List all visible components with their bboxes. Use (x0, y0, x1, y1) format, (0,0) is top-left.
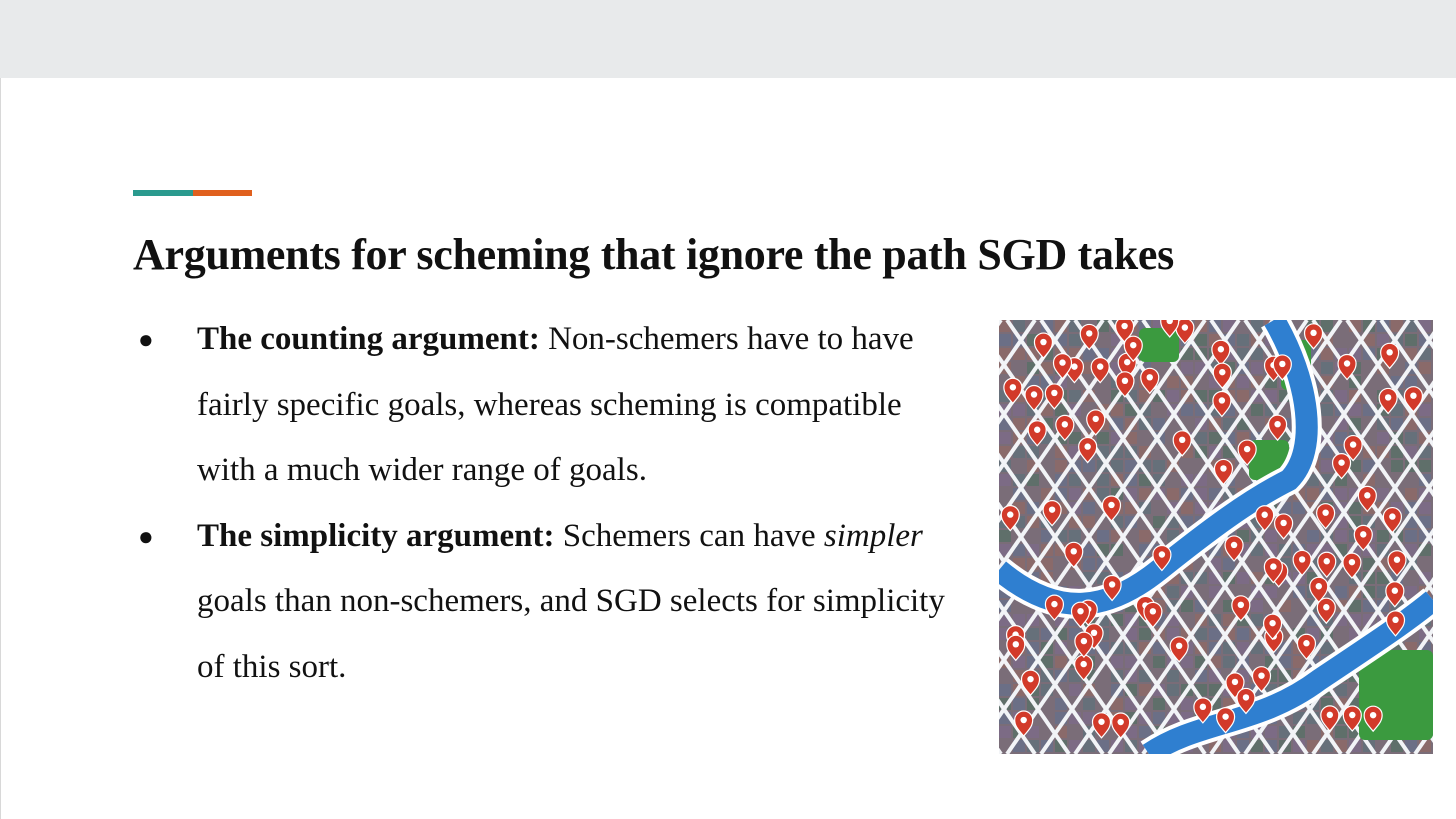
map-block (1153, 698, 1165, 710)
map-pin-dot (1130, 342, 1136, 348)
map-block (1237, 376, 1249, 388)
map-block (999, 670, 1011, 682)
map-pin-dot (1386, 349, 1392, 355)
map-pin-dot (1269, 620, 1275, 626)
map-pin-dot (1007, 511, 1013, 517)
map-block (1013, 362, 1025, 374)
map-block (1237, 334, 1249, 346)
map-block (999, 488, 1011, 500)
map-pin-dot (1338, 459, 1344, 465)
map-pin-dot (1049, 506, 1055, 512)
map-block (1419, 558, 1431, 570)
map-block (1321, 320, 1333, 332)
map-block (1237, 572, 1249, 584)
map-block (1419, 460, 1431, 472)
map-block (1265, 530, 1277, 542)
map-pin-dot (1010, 384, 1016, 390)
map-pin-dot (1303, 640, 1309, 646)
bullet-dot-icon: ● (138, 325, 154, 354)
map-block (1013, 698, 1025, 710)
map-pin-dot (1324, 558, 1330, 564)
map-pin-dot (1392, 588, 1398, 594)
map-pin-dot (1349, 559, 1355, 565)
map-block (1405, 488, 1417, 500)
map-pin-dot (1349, 712, 1355, 718)
map-block (1153, 460, 1165, 472)
map-block (1083, 698, 1095, 710)
map-block (999, 684, 1011, 696)
map-block (1307, 488, 1319, 500)
map-block (1335, 726, 1347, 738)
map-block (1097, 334, 1109, 346)
map-pin-dot (1232, 679, 1238, 685)
map-pin-dot (1081, 638, 1087, 644)
map-block (1335, 628, 1347, 640)
map-block (1013, 460, 1025, 472)
map-block (1307, 726, 1319, 738)
map-pin-dot (1159, 551, 1165, 557)
map-pin-dot (1279, 361, 1285, 367)
map-pin-dot (1150, 608, 1156, 614)
map-pin-dot (1040, 339, 1046, 345)
map-pin-dot (1031, 391, 1037, 397)
map-pin-dot (1385, 394, 1391, 400)
bullet-lead: The simplicity argument: (197, 517, 555, 554)
city-map-illustration (999, 320, 1433, 754)
bullet-dot-icon: ● (138, 521, 154, 551)
map-block (1419, 502, 1431, 514)
map-block (1027, 628, 1039, 640)
bullet-lead: The counting argument: (197, 321, 540, 357)
map-block (1377, 432, 1389, 444)
map-pin-dot (1020, 717, 1026, 723)
map-block (1307, 530, 1319, 542)
top-band (0, 0, 1456, 78)
slide-title: Arguments for scheming that ignore the path SGD takes (133, 230, 1174, 279)
map-pin-dot (1244, 446, 1250, 452)
map-pin-dot (1220, 465, 1226, 471)
map-block (1293, 656, 1305, 668)
map-pin-dot (1176, 643, 1182, 649)
map-block (1181, 362, 1193, 374)
map-pin-dot (1327, 712, 1333, 718)
map-pin-dot (1344, 360, 1350, 366)
map-block (1251, 362, 1263, 374)
map-pin-dot (1310, 330, 1316, 336)
map-block (1335, 530, 1347, 542)
map-block (1265, 726, 1277, 738)
map-block (999, 726, 1011, 738)
bullet-text-continued: goals than non-schemers, and SGD selects for simplicity of this sort. (197, 583, 945, 685)
map-pin-dot (1219, 369, 1225, 375)
map-pin-dot (1071, 363, 1077, 369)
map-pin-dot (1218, 346, 1224, 352)
map-block (1083, 516, 1095, 528)
map-pin-dot (1219, 397, 1225, 403)
map-block (1167, 390, 1179, 402)
bullet-text: Schemers can have (554, 517, 824, 554)
map-block (1097, 684, 1109, 696)
map-pin-dot (1370, 712, 1376, 718)
map-block (1209, 432, 1221, 444)
map-block (1153, 656, 1165, 668)
map-block (1237, 628, 1249, 640)
map-block (999, 530, 1011, 542)
map-block (1223, 656, 1235, 668)
bullet-simplicity-argument (138, 504, 968, 701)
map-block (1405, 432, 1417, 444)
city-map-image (999, 320, 1433, 754)
map-block (1097, 432, 1109, 444)
map-pin-dot (1027, 676, 1033, 682)
map-block (1027, 530, 1039, 542)
map-pin-dot (1238, 602, 1244, 608)
map-pin-dot (1121, 323, 1127, 329)
map-block (1335, 334, 1347, 346)
map-block (1167, 488, 1179, 500)
map-pin-dot (1350, 441, 1356, 447)
map-pin-dot (1360, 531, 1366, 537)
map-block (1111, 656, 1123, 668)
map-pin-dot (1410, 392, 1416, 398)
map-block (1139, 432, 1151, 444)
map-block (1181, 460, 1193, 472)
bullet-text: Non-schemers have to have fairly specific goals, whereas scheming is compatible with a much wider range of goals. (197, 321, 914, 488)
map-block (1181, 404, 1193, 416)
map-block (1195, 334, 1207, 346)
map-pin-dot (1108, 502, 1114, 508)
map-block (1167, 474, 1179, 486)
bullet-list (138, 307, 968, 700)
map-pin-dot (1182, 324, 1188, 330)
map-pin-dot (1316, 583, 1322, 589)
map-block (1181, 600, 1193, 612)
bullet-emphasis: simpler (823, 517, 923, 554)
map-block (1251, 558, 1263, 570)
map-pin-dot (1261, 512, 1267, 518)
map-block (1153, 502, 1165, 514)
map-pin-dot (1013, 641, 1019, 647)
map-block (1405, 572, 1417, 584)
map-pin-dot (1394, 557, 1400, 563)
map-pin-dot (1098, 719, 1104, 725)
map-pin-dot (1117, 719, 1123, 725)
map-block (1069, 334, 1081, 346)
map-block (1069, 530, 1081, 542)
map-block (1405, 530, 1417, 542)
map-pin-dot (1147, 374, 1153, 380)
map-pin-dot (1392, 617, 1398, 623)
map-block (1335, 488, 1347, 500)
map-pin-dot (1071, 548, 1077, 554)
map-pin-dot (1122, 378, 1128, 384)
map-block (1405, 376, 1417, 388)
map-block (1153, 404, 1165, 416)
map-block (999, 432, 1011, 444)
map-block (1377, 530, 1389, 542)
map-block (999, 474, 1011, 486)
map-pin-dot (1280, 520, 1286, 526)
map-block (1167, 684, 1179, 696)
map-block (1237, 390, 1249, 402)
map-pin-dot (1062, 421, 1068, 427)
map-block (1069, 488, 1081, 500)
map-pin-dot (1051, 601, 1057, 607)
map-pin-dot (1200, 704, 1206, 710)
map-pin-dot (1274, 421, 1280, 427)
map-block (1181, 502, 1193, 514)
map-block (1139, 628, 1151, 640)
map-pin-dot (1270, 563, 1276, 569)
map-pin-dot (1080, 661, 1086, 667)
map-block (1069, 726, 1081, 738)
map-pin-dot (1109, 581, 1115, 587)
map-pin-dot (1084, 443, 1090, 449)
map-block (1251, 404, 1263, 416)
map-pin-dot (1299, 556, 1305, 562)
map-block (1013, 404, 1025, 416)
accent-teal (133, 190, 193, 196)
map-pin-dot (1179, 437, 1185, 443)
map-block (1167, 376, 1179, 388)
map-pin-dot (1231, 542, 1237, 548)
map-block (1069, 684, 1081, 696)
map-pin-dot (1034, 427, 1040, 433)
map-pin-dot (1086, 330, 1092, 336)
map-block (1139, 530, 1151, 542)
map-pin-dot (1077, 608, 1083, 614)
map-pin-dot (1322, 509, 1328, 515)
map-pin-dot (1243, 694, 1249, 700)
map-block (1167, 586, 1179, 598)
map-block (1195, 432, 1207, 444)
map-block (1321, 362, 1333, 374)
map-block (999, 334, 1011, 346)
bullet-counting-argument (138, 307, 968, 504)
map-block (1321, 418, 1333, 430)
map-pin-dot (1124, 359, 1130, 365)
map-block (1405, 334, 1417, 346)
map-pin-dot (1051, 390, 1057, 396)
map-block (1237, 474, 1249, 486)
map-pin-dot (1091, 630, 1097, 636)
title-accent-bar (133, 190, 252, 196)
map-block (1083, 502, 1095, 514)
map-block (1419, 404, 1431, 416)
map-block (1251, 600, 1263, 612)
map-block (1167, 670, 1179, 682)
map-block (1055, 656, 1067, 668)
map-block (1321, 404, 1333, 416)
map-block (1097, 530, 1109, 542)
map-block (1321, 460, 1333, 472)
accent-orange (193, 190, 253, 196)
map-pin-dot (1222, 713, 1228, 719)
map-block (1335, 586, 1347, 598)
map-block (1083, 558, 1095, 570)
map-block (1391, 460, 1403, 472)
map-pin-dot (1059, 359, 1065, 365)
map-pin-dot (1097, 363, 1103, 369)
map-pin-dot (1093, 416, 1099, 422)
map-block (1419, 362, 1431, 374)
map-pin-dot (1389, 513, 1395, 519)
map-pin-dot (1364, 492, 1370, 498)
map-pin-dot (1323, 604, 1329, 610)
map-pin-dot (1258, 672, 1264, 678)
map-block (1405, 474, 1417, 486)
